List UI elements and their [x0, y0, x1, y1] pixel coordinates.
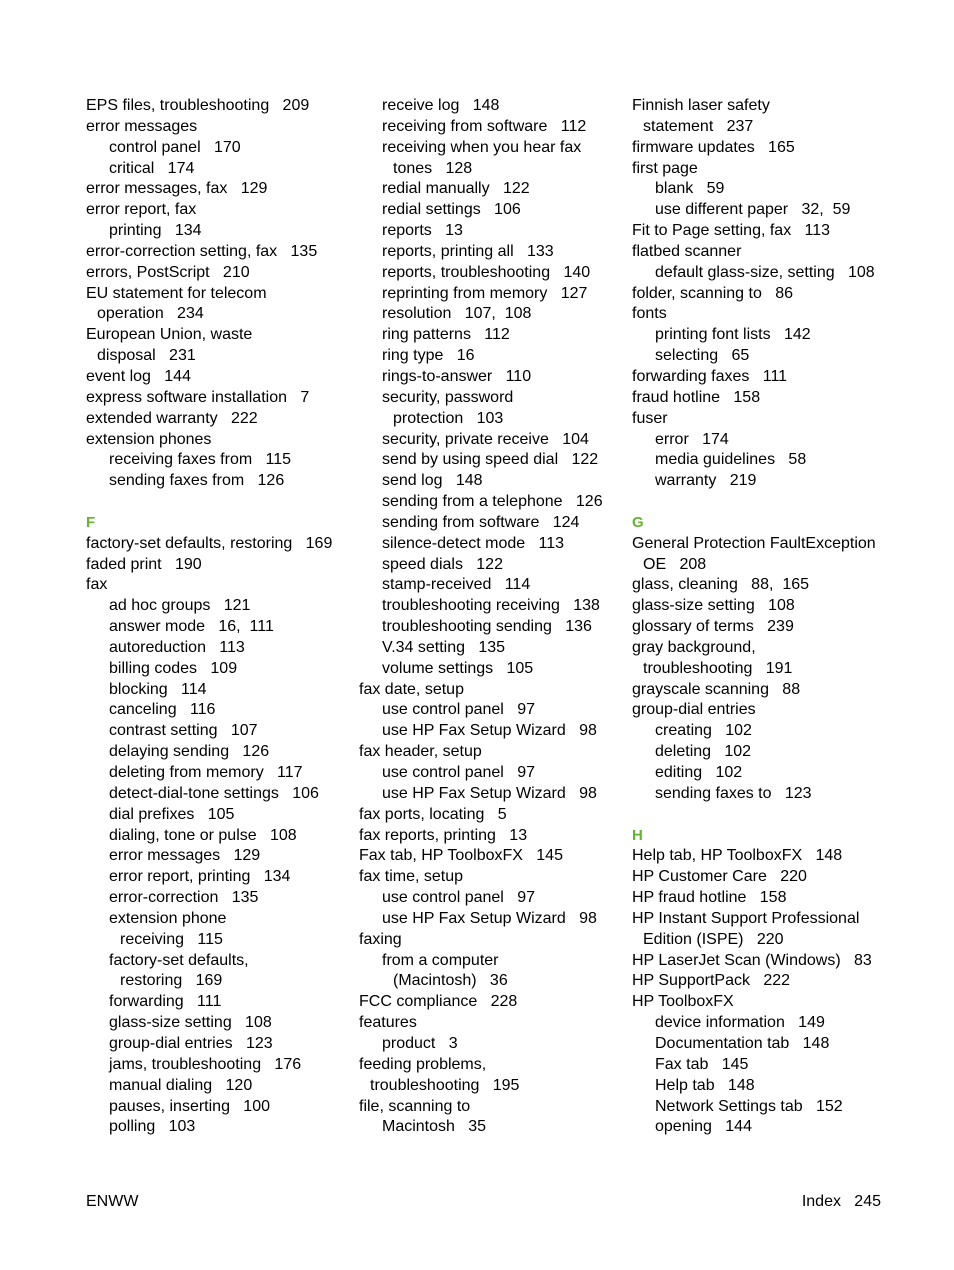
- index-entry: flatbed scanner: [632, 242, 742, 260]
- index-entry: protection 103: [393, 409, 504, 427]
- index-entry: errors, PostScript 210: [86, 263, 250, 281]
- index-entry: feeding problems,: [359, 1055, 487, 1073]
- index-entry: EU statement for telecom: [86, 284, 267, 302]
- index-entry: troubleshooting sending 136: [382, 618, 592, 636]
- index-entry: answer mode 16, 111: [109, 618, 274, 636]
- index-entry: use control panel 97: [382, 701, 535, 719]
- index-entry: error 174: [655, 430, 729, 448]
- index-entry: Help tab 148: [655, 1076, 755, 1094]
- index-entry: sending faxes to 123: [655, 784, 812, 802]
- index-entry: use control panel 97: [382, 889, 535, 907]
- index-column-2: [359, 96, 621, 1138]
- index-entry: blank 59: [655, 180, 725, 198]
- index-entry: operation 234: [97, 305, 204, 323]
- index-entry: folder, scanning to 86: [632, 284, 793, 302]
- index-entry: Fax tab, HP ToolboxFX 145: [359, 847, 563, 865]
- index-entry: disposal 231: [97, 347, 196, 365]
- footer-publisher: ENWW: [86, 1193, 139, 1210]
- index-entry: grayscale scanning 88: [632, 680, 801, 698]
- index-entry: reports 13: [382, 222, 463, 240]
- index-entry: critical 174: [109, 159, 195, 177]
- index-entry: extension phone: [109, 909, 227, 927]
- index-entry: (Macintosh) 36: [393, 972, 508, 990]
- index-entry: extended warranty 222: [86, 409, 258, 427]
- index-entry: rings-to-answer 110: [382, 367, 532, 385]
- index-entry: group-dial entries: [632, 701, 756, 719]
- index-entry: faded print 190: [86, 555, 202, 573]
- index-entry: error-correction setting, fax 135: [86, 242, 318, 260]
- index-entry: default glass-size, setting 108: [655, 263, 875, 281]
- index-entry: file, scanning to: [359, 1097, 471, 1115]
- index-entry: features: [359, 1014, 417, 1032]
- index-entry: media guidelines 58: [655, 451, 807, 469]
- index-entry: send log 148: [382, 472, 483, 490]
- index-entry: extension phones: [86, 430, 212, 448]
- index-entry: deleting 102: [655, 743, 752, 761]
- index-entry: use HP Fax Setup Wizard 98: [382, 909, 597, 927]
- index-entry: glass-size setting 108: [632, 597, 795, 615]
- index-entry: fax time, setup: [359, 868, 464, 886]
- index-entry: use control panel 97: [382, 764, 535, 781]
- index-entry: manual dialing 120: [109, 1076, 253, 1094]
- index-entry: pauses, inserting 100: [109, 1097, 270, 1115]
- index-entry: Finnish laser safety: [632, 97, 770, 114]
- index-entry: creating 102: [655, 722, 752, 740]
- index-entry: ring patterns 112: [382, 326, 510, 344]
- section-spacer: [632, 492, 894, 513]
- index-entry: error messages 129: [109, 847, 261, 865]
- index-entry: silence-detect mode 113: [382, 534, 565, 552]
- index-entry: dial prefixes 105: [109, 805, 235, 823]
- index-entry: HP SupportPack 222: [632, 972, 791, 990]
- index-entry: fax date, setup: [359, 680, 464, 698]
- index-entry: HP ToolboxFX: [632, 993, 734, 1011]
- index-entry: receiving when you hear fax: [382, 138, 582, 156]
- index-entry: Fit to Page setting, fax 113: [632, 222, 831, 240]
- index-entry: error report, printing 134: [109, 868, 291, 886]
- index-entry: sending from software 124: [382, 513, 580, 531]
- section-spacer: [632, 805, 894, 826]
- index-entry: fax header, setup: [359, 743, 482, 761]
- index-entry: fax reports, printing 13: [359, 826, 528, 844]
- index-entry: restoring 169: [120, 972, 223, 990]
- index-entry: use HP Fax Setup Wizard 98: [382, 784, 597, 802]
- index-entry: forwarding faxes 111: [632, 367, 788, 385]
- footer-page-number: Index 245: [801, 1193, 881, 1210]
- index-entry: receiving from software 112: [382, 117, 587, 135]
- index-entry: glass, cleaning 88, 165: [632, 576, 810, 594]
- index-entry: troubleshooting receiving 138: [382, 597, 600, 615]
- index-entry: contrast setting 107: [109, 722, 258, 740]
- index-entry: from a computer: [382, 951, 499, 969]
- index-entry: Documentation tab 148: [655, 1034, 830, 1052]
- index-entry: fonts: [632, 305, 667, 323]
- index-entry: send by using speed dial 122: [382, 451, 599, 469]
- index-entry: sending faxes from 126: [109, 472, 285, 490]
- index-entry: Help tab, HP ToolboxFX 148: [632, 847, 843, 865]
- index-entry: fax ports, locating 5: [359, 805, 507, 823]
- index-entry: selecting 65: [655, 347, 750, 365]
- index-entry: European Union, waste: [86, 326, 253, 344]
- index-entry: blocking 114: [109, 680, 207, 698]
- index-entry: first page: [632, 159, 698, 177]
- index-entry: receiving 115: [120, 930, 223, 948]
- index-entry: V.34 setting 135: [382, 638, 506, 656]
- index-entry: fax: [86, 576, 108, 594]
- index-entry: fuser: [632, 409, 668, 427]
- index-entry: printing font lists 142: [655, 326, 811, 344]
- index-entry: factory-set defaults, restoring 169: [86, 534, 333, 552]
- index-entry: use different paper 32, 59: [655, 201, 851, 219]
- index-entry: HP Instant Support Professional: [632, 909, 860, 927]
- index-entry: forwarding 111: [109, 993, 222, 1011]
- index-entry: product 3: [382, 1034, 458, 1052]
- index-entry: canceling 116: [109, 701, 216, 719]
- index-entry: volume settings 105: [382, 659, 534, 677]
- index-entry: device information 149: [655, 1014, 825, 1032]
- index-entry: troubleshooting 195: [370, 1076, 520, 1094]
- index-entry: opening 144: [655, 1118, 752, 1136]
- index-entry: editing 102: [655, 764, 743, 781]
- index-entry: error messages, fax 129: [86, 180, 268, 198]
- index-entry: gray background,: [632, 638, 756, 656]
- index-entry: speed dials 122: [382, 555, 503, 573]
- index-entry: Edition (ISPE) 220: [643, 930, 784, 948]
- index-entry: HP LaserJet Scan (Windows) 83: [632, 951, 872, 969]
- index-entry: reprinting from memory 127: [382, 284, 588, 302]
- index-entry: printing 134: [109, 222, 202, 240]
- index-entry: faxing: [359, 930, 402, 948]
- index-section-letter: G: [632, 513, 644, 531]
- index-entry: polling 103: [109, 1118, 196, 1136]
- index-entry: delaying sending 126: [109, 743, 270, 761]
- index-entry: glossary of terms 239: [632, 618, 794, 636]
- index-entry: error report, fax: [86, 201, 197, 219]
- index-entry: event log 144: [86, 367, 191, 385]
- index-entry: deleting from memory 117: [109, 764, 303, 781]
- index-entry: reports, troubleshooting 140: [382, 263, 591, 281]
- index-entry: error-correction 135: [109, 889, 259, 907]
- index-entry: sending from a telephone 126: [382, 493, 603, 511]
- index-column-3: [632, 96, 894, 1138]
- index-entry: warranty 219: [655, 472, 757, 490]
- index-entry: reports, printing all 133: [382, 242, 554, 260]
- index-entry: Fax tab 145: [655, 1055, 749, 1073]
- index-entry: troubleshooting 191: [643, 659, 793, 677]
- index-entry: EPS files, troubleshooting 209: [86, 97, 310, 114]
- index-entry: detect-dial-tone settings 106: [109, 784, 319, 802]
- index-entry: use HP Fax Setup Wizard 98: [382, 722, 597, 740]
- index-entry: security, password: [382, 388, 514, 406]
- index-entry: tones 128: [393, 159, 473, 177]
- index-entry: OE 208: [643, 555, 707, 573]
- index-entry: resolution 107, 108: [382, 305, 532, 323]
- index-section-letter: F: [86, 513, 96, 531]
- index-entry: Network Settings tab 152: [655, 1097, 843, 1115]
- index-entry: billing codes 109: [109, 659, 238, 677]
- index-section-letter: H: [632, 826, 643, 844]
- index-entry: express software installation 7: [86, 388, 310, 406]
- index-entry: redial settings 106: [382, 201, 521, 219]
- index-column-1: [86, 96, 348, 1138]
- index-entry: stamp-received 114: [382, 576, 531, 594]
- index-entry: group-dial entries 123: [109, 1034, 273, 1052]
- index-entry: dialing, tone or pulse 108: [109, 826, 297, 844]
- index-entry: statement 237: [643, 117, 754, 135]
- index-entry: ring type 16: [382, 347, 475, 365]
- index-entry: HP Customer Care 220: [632, 868, 807, 886]
- index-entry: glass-size setting 108: [109, 1014, 272, 1032]
- index-entry: factory-set defaults,: [109, 951, 249, 969]
- index-entry: error messages: [86, 117, 198, 135]
- index-entry: security, private receive 104: [382, 430, 589, 448]
- index-entry: Macintosh 35: [382, 1118, 487, 1136]
- index-entry: control panel 170: [109, 138, 241, 156]
- index-entry: receiving faxes from 115: [109, 451, 292, 469]
- index-entry: fraud hotline 158: [632, 388, 761, 406]
- index-entry: FCC compliance 228: [359, 993, 518, 1011]
- index-entry: HP fraud hotline 158: [632, 889, 787, 907]
- index-entry: firmware updates 165: [632, 138, 795, 156]
- index-entry: ad hoc groups 121: [109, 597, 251, 615]
- section-spacer: [86, 492, 348, 513]
- index-entry: General Protection FaultException: [632, 534, 876, 552]
- index-entry: autoreduction 113: [109, 638, 245, 656]
- index-entry: receive log 148: [382, 97, 500, 114]
- index-entry: redial manually 122: [382, 180, 530, 198]
- index-entry: jams, troubleshooting 176: [109, 1055, 302, 1073]
